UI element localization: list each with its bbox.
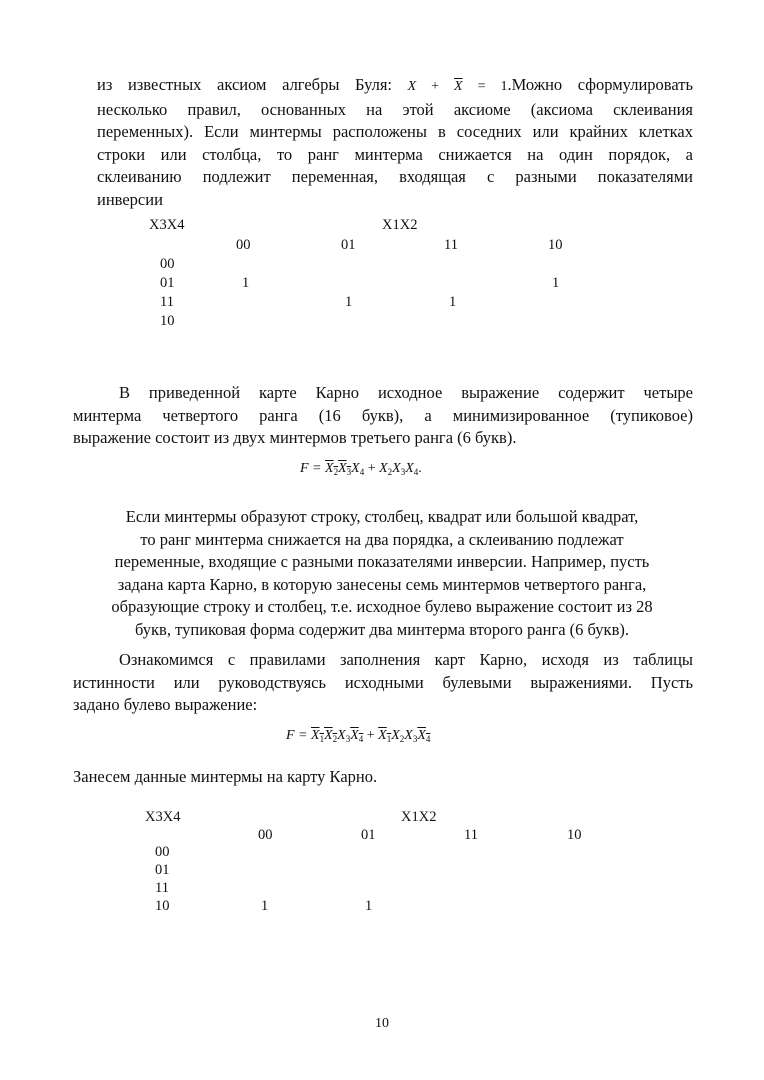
paragraph-line: В приведенной карте Карно исходное выражение содержит четыре: [119, 383, 693, 402]
map-cell-value: 1: [449, 294, 457, 310]
column-header: 01: [341, 237, 356, 253]
paragraph-line: образующие строку и столбец, т.е. исходное булево выражение состоит из 28: [111, 597, 653, 616]
paragraph-line: инверсии: [97, 189, 163, 209]
column-variable-label: X1X2: [401, 809, 437, 825]
column-header: 00: [236, 237, 251, 253]
formula-subscript: 1: [386, 734, 392, 744]
text-fragment: из известных аксиом алгебры Буля:: [97, 75, 393, 94]
formula-var: X: [392, 461, 401, 476]
paragraph-line: [97, 74, 693, 99]
paragraph-square-rule: [70, 506, 694, 641]
column-header: 10: [567, 827, 582, 843]
formula-subscript: 3: [412, 734, 418, 744]
boolean-expression-formula: [286, 728, 430, 744]
row-header: 11: [155, 880, 169, 896]
formula-var: X: [311, 728, 320, 743]
formula-var: X: [325, 461, 334, 476]
axiom-formula: [408, 79, 508, 94]
formula-subscript: 2: [387, 467, 393, 477]
column-variable-label: X1X2: [382, 217, 418, 233]
formula-subscript: 3: [400, 467, 406, 477]
formula-var: X: [350, 728, 359, 743]
var-x-inverted: $\overline{X}$: [454, 79, 463, 94]
equals-one: = 1: [462, 79, 508, 94]
formula-var: X: [378, 728, 387, 743]
paragraph-line: минтерма четвертого ранга (16 букв), а минимизированное (тупиковое): [73, 405, 693, 425]
paragraph-line: задана карта Карно, в которую занесены семь минтермов четвертого ранга,: [117, 574, 647, 594]
paragraph-line: букв, тупиковая форма содержит два минтерма второго ранга (6 букв).: [135, 619, 629, 639]
row-header: 01: [155, 862, 170, 878]
formula-subscript: 1: [319, 734, 325, 744]
map-cell-value: 1: [345, 294, 353, 310]
paragraph-line: Ознакомимся с правилами заполнения карт Карно, исходя из таблицы: [119, 650, 693, 669]
map-cell-value: 1: [365, 898, 373, 914]
formula-lhs: F =: [300, 461, 325, 476]
formula-subscript: 4: [358, 734, 364, 744]
formula-var: X: [324, 728, 333, 743]
formula-subscript: 2: [399, 734, 405, 744]
plus-sign: +: [416, 79, 455, 94]
row-variable-label: X3X4: [145, 809, 181, 825]
formula-var: X: [337, 728, 346, 743]
paragraph-line: истинности или руководствуясь исходными булевыми выражениями. Пусть: [73, 672, 693, 692]
column-header: 10: [548, 237, 563, 253]
formula-subscript: 4: [359, 467, 365, 477]
formula-subscript: 3: [345, 734, 351, 744]
row-header: 10: [155, 898, 170, 914]
var-x: X: [407, 79, 417, 94]
formula-var: X: [404, 728, 413, 743]
formula-var: X: [338, 461, 347, 476]
formula-subscript: 4: [425, 734, 431, 744]
map-cell-value: 1: [242, 275, 250, 291]
row-header: 00: [155, 844, 170, 860]
paragraph-map-explanation: [73, 382, 693, 450]
map-cell-value: 1: [261, 898, 269, 914]
paragraph-axiom-intro: [97, 74, 693, 211]
paragraph-line: строки или столбца, то ранг минтерма снижается на один порядок, а: [97, 144, 693, 164]
row-variable-label: X3X4: [149, 217, 185, 233]
paragraph-line: то ранг минтерма снижается на два порядка, а склеиванию подлежат: [140, 529, 624, 549]
text-fragment: .Можно сформулировать: [507, 75, 693, 94]
plus-sign: +: [364, 461, 380, 476]
paragraph-line: Если минтермы образуют строку, столбец, квадрат или большой квадрат,: [125, 507, 639, 526]
paragraph-line: переменных). Если минтермы расположены в соседних или крайних клетках: [97, 122, 693, 141]
paragraph-line: переменные, входящие с разными показателями инверсии. Например, пусть: [114, 552, 650, 571]
formula-lhs: F =: [286, 728, 311, 743]
map-cell-value: 1: [552, 275, 560, 291]
inverted-group: [325, 461, 351, 476]
paragraph-filling-rules: [73, 649, 693, 717]
inverted-var: [417, 728, 430, 743]
formula-subscript: 2: [333, 467, 339, 477]
formula-var: X: [417, 728, 426, 743]
plus-sign: +: [363, 728, 379, 743]
paragraph-line: выражение состоит из двух минтермов третьего ранга (6 букв).: [73, 428, 517, 447]
formula-subscript: 4: [413, 467, 419, 477]
column-header: 00: [258, 827, 273, 843]
paragraph-line: задано булево выражение:: [73, 695, 258, 714]
page-number: 10: [375, 1016, 389, 1031]
formula-var: X: [391, 728, 400, 743]
inverted-var: [378, 728, 391, 743]
formula-end: .: [418, 461, 422, 476]
paragraph-line: склеиванию подлежит переменная, входящая с разными показателями: [97, 167, 693, 186]
formula-var: X: [379, 461, 388, 476]
inverted-group: [311, 728, 337, 743]
formula-var: X: [351, 461, 360, 476]
column-header: 11: [444, 237, 458, 253]
paragraph-line: несколько правил, основанных на этой аксиоме (аксиома склеивания: [97, 99, 693, 119]
inverted-var: [350, 728, 363, 743]
formula-subscript: 2: [332, 734, 338, 744]
column-header: 01: [361, 827, 376, 843]
formula-subscript: 3: [346, 467, 352, 477]
paragraph-enter-minterms: [73, 766, 693, 789]
paragraph-line: Занесем данные минтермы на карту Карно.: [73, 767, 378, 786]
minimized-formula: [300, 461, 422, 477]
column-header: 11: [464, 827, 478, 843]
row-header: 10: [160, 313, 175, 329]
formula-var: X: [405, 461, 414, 476]
row-header: 11: [160, 294, 174, 310]
row-header: 01: [160, 275, 175, 291]
row-header: 00: [160, 256, 175, 272]
